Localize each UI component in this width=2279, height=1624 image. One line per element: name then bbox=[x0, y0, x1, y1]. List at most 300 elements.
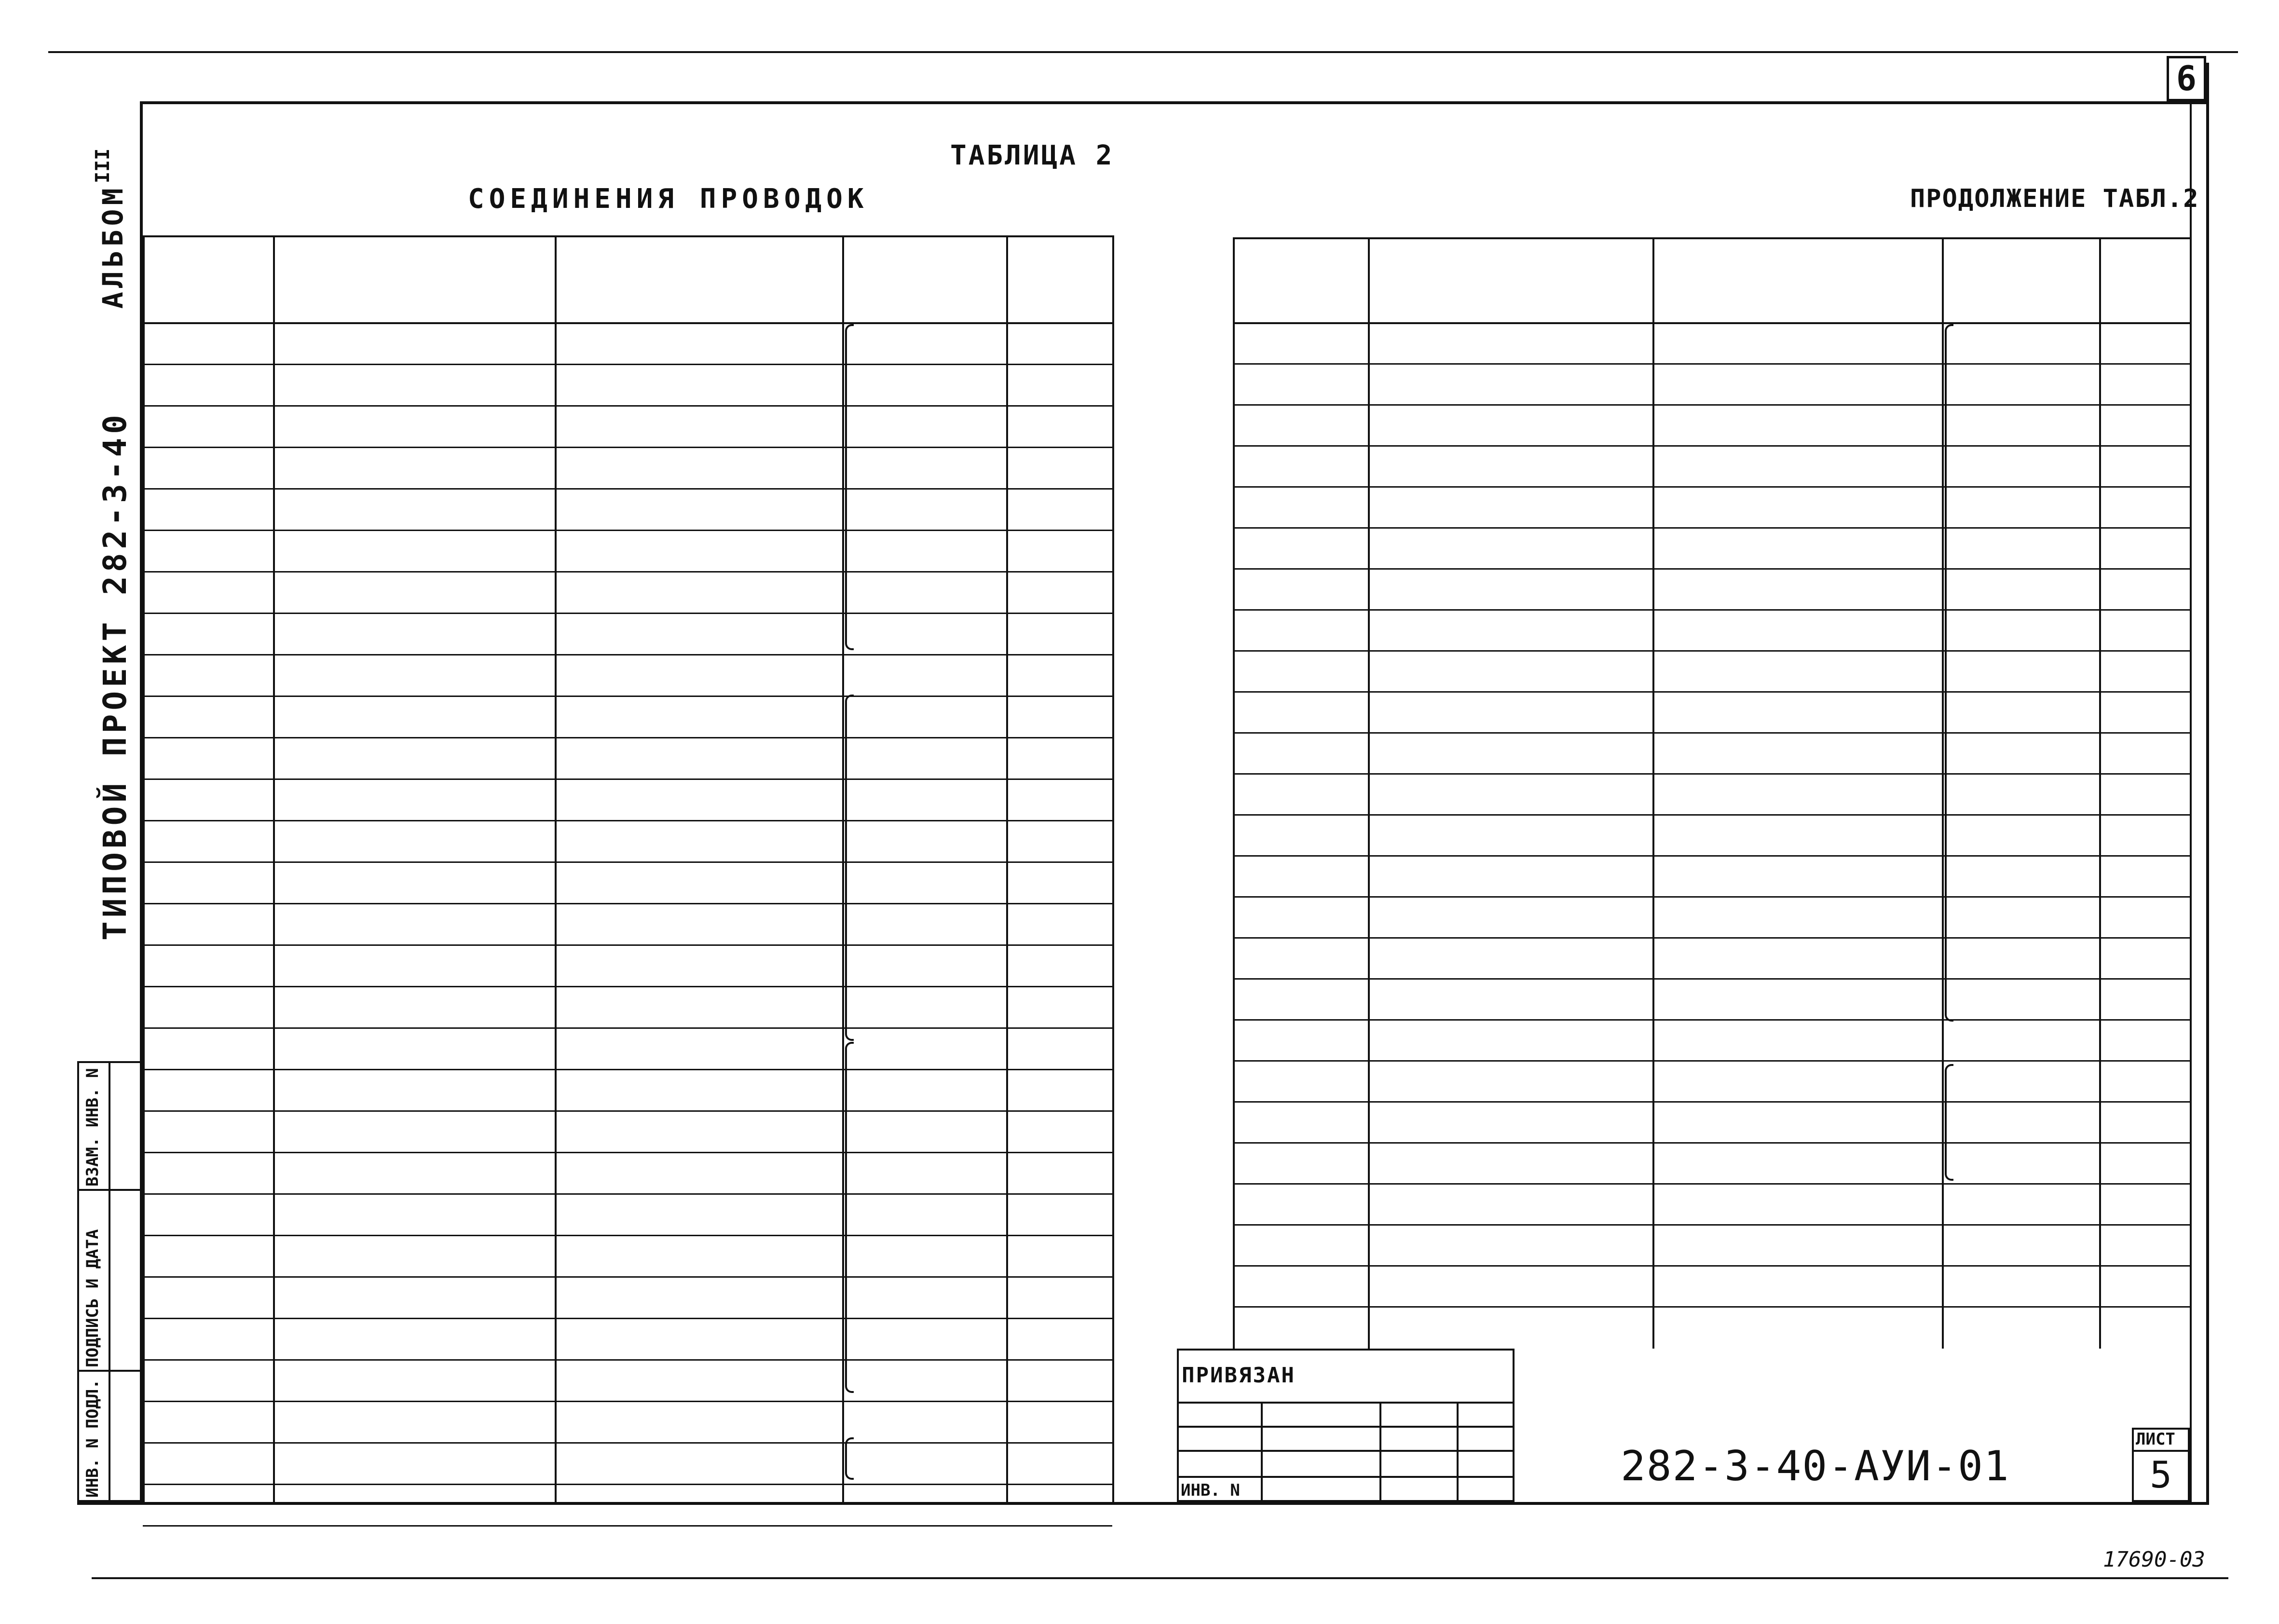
left_table-cell-note bbox=[1006, 364, 1112, 405]
group-brace bbox=[845, 1042, 854, 1393]
privyazan-sep-4 bbox=[1177, 1476, 1515, 1478]
inv-no-label: ИНВ. N bbox=[1181, 1481, 1240, 1500]
left_table-cell-wire bbox=[143, 1484, 273, 1525]
privyazan-sep-3 bbox=[1177, 1450, 1515, 1452]
right_table-cell-from bbox=[1368, 1019, 1652, 1060]
right_table-cell-wire-data bbox=[1942, 650, 2099, 691]
left_table-cell-to bbox=[555, 1401, 842, 1442]
privyazan-vsep-1 bbox=[1261, 1402, 1263, 1502]
left_table-cell-wire bbox=[143, 1442, 273, 1484]
left_table-header-wire bbox=[143, 235, 273, 322]
left-stamp-sep-2 bbox=[77, 1370, 143, 1372]
right_table-cell-wire-data bbox=[1942, 1265, 2099, 1306]
right_table-cell-note bbox=[2099, 363, 2190, 404]
right_table-cell-wire-data bbox=[1942, 1060, 2099, 1101]
left_table-cell-note bbox=[1006, 1442, 1112, 1484]
right_table-cell-note bbox=[2099, 445, 2190, 486]
right_table-cell-to bbox=[1652, 486, 1942, 527]
right_table-cell-note bbox=[2099, 527, 2190, 568]
left_table-cell-to bbox=[555, 322, 842, 364]
right_table-cell-wire bbox=[1233, 609, 1368, 650]
right_table-cell-wire-data bbox=[1942, 1224, 2099, 1265]
left_table-cell-wire-data bbox=[842, 364, 1006, 405]
right_table-cell-wire bbox=[1233, 1183, 1368, 1224]
left_table-cell-note bbox=[1006, 861, 1112, 903]
left_table-cell-wire-data bbox=[842, 488, 1006, 530]
left_table-cell-wire-data bbox=[842, 696, 1006, 737]
left_table-cell-wire-data bbox=[842, 903, 1006, 944]
right_table-cell-to bbox=[1652, 650, 1942, 691]
left_table-cell-to bbox=[555, 654, 842, 696]
page-number: 6 bbox=[2176, 59, 2197, 98]
left_table-cell-wire-data bbox=[842, 1276, 1006, 1318]
right_table-cell-wire-data bbox=[1942, 609, 2099, 650]
left_table-cell-wire-data bbox=[842, 571, 1006, 613]
right_table-cell-wire-data bbox=[1942, 937, 2099, 978]
left_table-cell-to bbox=[555, 1235, 842, 1276]
side-album-label: АЛЬБОМ bbox=[96, 184, 129, 309]
right_table-cell-to bbox=[1652, 1060, 1942, 1101]
right_table-cell-note bbox=[2099, 978, 2190, 1019]
right_table-cell-wire bbox=[1233, 1101, 1368, 1142]
right_table-header-wire bbox=[1233, 237, 1368, 322]
left_table-cell-note bbox=[1006, 488, 1112, 530]
left_table-cell-to bbox=[555, 778, 842, 820]
left_table-cell-from bbox=[273, 1235, 555, 1276]
left_table-cell-from bbox=[273, 571, 555, 613]
left_table-cell-from bbox=[273, 820, 555, 861]
right_table-cell-wire-data bbox=[1942, 896, 2099, 937]
right_table-cell-from bbox=[1368, 609, 1652, 650]
right_table-cell-note bbox=[2099, 691, 2190, 732]
left_table-cell-note bbox=[1006, 1401, 1112, 1442]
left_table-cell-to bbox=[555, 1152, 842, 1193]
right_table-cell-from bbox=[1368, 568, 1652, 609]
right_table-cell-from bbox=[1368, 1183, 1652, 1224]
privyazan-sep-1 bbox=[1177, 1402, 1515, 1404]
left_table-cell-wire bbox=[143, 488, 273, 530]
right_table-cell-wire bbox=[1233, 527, 1368, 568]
right_table-cell-to bbox=[1652, 609, 1942, 650]
left_table-cell-wire bbox=[143, 696, 273, 737]
right_table-cell-to bbox=[1652, 691, 1942, 732]
right_table-cell-to bbox=[1652, 1142, 1942, 1183]
right_table-cell-note bbox=[2099, 609, 2190, 650]
left_table-cell-wire bbox=[143, 1235, 273, 1276]
left_table-cell-wire-data bbox=[842, 1442, 1006, 1484]
right_table-cell-to bbox=[1652, 1183, 1942, 1224]
right_table-cell-wire-data bbox=[1942, 527, 2099, 568]
left_table-cell-wire bbox=[143, 571, 273, 613]
left_table-cell-from bbox=[273, 1276, 555, 1318]
left_table-cell-wire bbox=[143, 364, 273, 405]
table-title: ТАБЛИЦА 2 bbox=[950, 140, 1114, 171]
left_table-header-note bbox=[1006, 235, 1112, 322]
right_table-cell-to bbox=[1652, 322, 1942, 363]
stamp-sign-label: ПОДПИСЬ И ДАТА bbox=[83, 1229, 102, 1367]
left_table-cell-from bbox=[273, 861, 555, 903]
left_table-cell-wire-data bbox=[842, 405, 1006, 447]
left_table-header-from bbox=[273, 235, 555, 322]
right_table-cell-to bbox=[1652, 732, 1942, 773]
left_table-cell-to bbox=[555, 737, 842, 778]
right_table-cell-wire-data bbox=[1942, 773, 2099, 814]
right_table-cell-note bbox=[2099, 937, 2190, 978]
right_table-cell-wire bbox=[1233, 1224, 1368, 1265]
left_table-cell-from bbox=[273, 1442, 555, 1484]
right_table-cell-to bbox=[1652, 445, 1942, 486]
right_table-cell-wire-data bbox=[1942, 1101, 2099, 1142]
continuation-title: ПРОДОЛЖЕНИЕ ТАБЛ.2 bbox=[1910, 184, 2199, 213]
right_table-cell-wire bbox=[1233, 1265, 1368, 1306]
left_table-cell-wire-data bbox=[842, 820, 1006, 861]
side-album-number: III bbox=[92, 148, 114, 183]
right_table-cell-to bbox=[1652, 363, 1942, 404]
table-subtitle: СОЕДИНЕНИЯ ПРОВОДОК bbox=[468, 183, 869, 215]
left_table-cell-note bbox=[1006, 1193, 1112, 1235]
left_table-cell-to bbox=[555, 364, 842, 405]
left_table-cell-to bbox=[555, 986, 842, 1027]
right_table-cell-note bbox=[2099, 732, 2190, 773]
left_table-cell-from bbox=[273, 1027, 555, 1069]
left_table-cell-wire-data bbox=[842, 1069, 1006, 1110]
left_table-cell-note bbox=[1006, 613, 1112, 654]
left_table-cell-wire bbox=[143, 1359, 273, 1401]
right_table-cell-from bbox=[1368, 691, 1652, 732]
sheet-label: ЛИСТ bbox=[2136, 1430, 2175, 1449]
left_table-cell-wire bbox=[143, 613, 273, 654]
left_table-cell-from bbox=[273, 364, 555, 405]
left_table-cell-note bbox=[1006, 1069, 1112, 1110]
left_table-cell-wire-data bbox=[842, 861, 1006, 903]
left_table-cell-note bbox=[1006, 1359, 1112, 1401]
left_table-cell-to bbox=[555, 696, 842, 737]
right_table-cell-wire bbox=[1233, 1060, 1368, 1101]
right_table-cell-wire bbox=[1233, 937, 1368, 978]
left_table-cell-note bbox=[1006, 944, 1112, 986]
group-brace bbox=[1945, 1064, 1953, 1181]
archive-number: 17690-03 bbox=[2103, 1547, 2205, 1572]
group-brace bbox=[1945, 324, 1953, 1022]
side-project-label: ТИПОВОЙ ПРОЕКТ 282-3-40 bbox=[96, 411, 134, 941]
right_table-cell-wire-data bbox=[1942, 363, 2099, 404]
left_table-cell-wire-data bbox=[842, 1359, 1006, 1401]
right_table-cell-wire bbox=[1233, 1019, 1368, 1060]
top-rule bbox=[48, 51, 2238, 53]
left_table-cell-wire bbox=[143, 1027, 273, 1069]
right_table-cell-wire-data bbox=[1942, 404, 2099, 445]
right_table-cell-to bbox=[1652, 568, 1942, 609]
right_table-cell-note bbox=[2099, 1019, 2190, 1060]
left_table-cell-to bbox=[555, 447, 842, 488]
left_table-cell-note bbox=[1006, 1152, 1112, 1193]
right_table-cell-from bbox=[1368, 814, 1652, 855]
right_table-cell-to bbox=[1652, 855, 1942, 896]
privyazan-vsep-2 bbox=[1379, 1402, 1381, 1502]
frame-right bbox=[2206, 63, 2209, 1505]
right_table-cell-note bbox=[2099, 1101, 2190, 1142]
left_table-cell-wire bbox=[143, 447, 273, 488]
right_table-cell-wire bbox=[1233, 322, 1368, 363]
left_table-cell-to bbox=[555, 903, 842, 944]
left_table-cell-to bbox=[555, 1110, 842, 1152]
right_table-cell-wire-data bbox=[1942, 1019, 2099, 1060]
right_table-cell-wire bbox=[1233, 486, 1368, 527]
right_table-cell-note bbox=[2099, 322, 2190, 363]
left_table-cell-to bbox=[555, 488, 842, 530]
right_table-cell-to bbox=[1652, 404, 1942, 445]
left_table-cell-to bbox=[555, 1027, 842, 1069]
right_table-cell-note bbox=[2099, 1183, 2190, 1224]
left_table-cell-wire-data bbox=[842, 778, 1006, 820]
left_table-cell-wire-data bbox=[842, 654, 1006, 696]
left_table-cell-wire bbox=[143, 861, 273, 903]
right_table-cell-wire bbox=[1233, 691, 1368, 732]
frame-top bbox=[140, 101, 2209, 104]
right_table-cell-from bbox=[1368, 486, 1652, 527]
left_table-cell-wire-data bbox=[842, 1193, 1006, 1235]
left_table-cell-from bbox=[273, 613, 555, 654]
stamp-inv-label: ИНВ. N ПОДЛ. bbox=[83, 1379, 102, 1498]
left_table-cell-from bbox=[273, 654, 555, 696]
group-brace bbox=[845, 324, 854, 650]
privyazan-label: ПРИВЯЗАН bbox=[1182, 1363, 1296, 1388]
right_table-cell-from bbox=[1368, 1101, 1652, 1142]
left_table-cell-note bbox=[1006, 1484, 1112, 1525]
left_table-cell-to bbox=[555, 1359, 842, 1401]
left_table-cell-from bbox=[273, 737, 555, 778]
left_table-cell-wire-data bbox=[842, 1318, 1006, 1359]
right_table-cell-wire bbox=[1233, 896, 1368, 937]
left-stamp-divider bbox=[109, 1061, 110, 1502]
left_table-cell-note bbox=[1006, 1235, 1112, 1276]
right_table-row-line bbox=[1233, 1306, 2190, 1308]
right_table-col-line-5 bbox=[2190, 237, 2192, 1349]
left_table-cell-wire bbox=[143, 1276, 273, 1318]
left_table-cell-from bbox=[273, 405, 555, 447]
right_table-cell-wire-data bbox=[1942, 978, 2099, 1019]
left_table-cell-from bbox=[273, 778, 555, 820]
left_table-cell-wire bbox=[143, 1318, 273, 1359]
right_table-cell-wire-data bbox=[1942, 732, 2099, 773]
left_table-cell-from bbox=[273, 1069, 555, 1110]
right_table-cell-from bbox=[1368, 937, 1652, 978]
right_table-cell-note bbox=[2099, 1142, 2190, 1183]
right_table-cell-to bbox=[1652, 1265, 1942, 1306]
privyazan-vsep-3 bbox=[1457, 1402, 1459, 1502]
left_table-cell-note bbox=[1006, 737, 1112, 778]
left_table-cell-wire bbox=[143, 903, 273, 944]
left_table-cell-wire-data bbox=[842, 1484, 1006, 1525]
right_table-cell-wire bbox=[1233, 363, 1368, 404]
right_table-cell-wire bbox=[1233, 773, 1368, 814]
left_table-cell-wire-data bbox=[842, 1235, 1006, 1276]
right_table-cell-from bbox=[1368, 978, 1652, 1019]
left_table-cell-from bbox=[273, 1318, 555, 1359]
left_table-cell-wire bbox=[143, 1069, 273, 1110]
left_table-cell-wire-data bbox=[842, 530, 1006, 571]
left_table-cell-wire bbox=[143, 820, 273, 861]
right_table-header-to bbox=[1652, 237, 1942, 322]
right_table-cell-from bbox=[1368, 732, 1652, 773]
left_table-cell-to bbox=[555, 1484, 842, 1525]
right_table-cell-wire-data bbox=[1942, 322, 2099, 363]
right_table-cell-from bbox=[1368, 855, 1652, 896]
left_table-cell-from bbox=[273, 530, 555, 571]
right_table-cell-to bbox=[1652, 896, 1942, 937]
left_table-cell-from bbox=[273, 1359, 555, 1401]
left_table-cell-to bbox=[555, 1276, 842, 1318]
left_table-cell-wire-data bbox=[842, 322, 1006, 364]
bottom-rule bbox=[92, 1577, 2228, 1579]
left_table-cell-from bbox=[273, 903, 555, 944]
right_table-cell-from bbox=[1368, 1060, 1652, 1101]
right_table-cell-to bbox=[1652, 814, 1942, 855]
left_table-header-to bbox=[555, 235, 842, 322]
left_table-cell-wire-data bbox=[842, 447, 1006, 488]
right_table-cell-to bbox=[1652, 1101, 1942, 1142]
left_table-cell-to bbox=[555, 820, 842, 861]
right_table-cell-wire-data bbox=[1942, 568, 2099, 609]
left_table-cell-note bbox=[1006, 696, 1112, 737]
left_table-cell-from bbox=[273, 1152, 555, 1193]
left_table-cell-to bbox=[555, 944, 842, 986]
right_table-cell-wire-data bbox=[1942, 1183, 2099, 1224]
left_table-cell-wire-data bbox=[842, 737, 1006, 778]
stamp-vzam-label: ВЗАМ. ИНВ. N bbox=[83, 1068, 102, 1187]
right_table-cell-wire bbox=[1233, 1142, 1368, 1183]
left_table-cell-to bbox=[555, 530, 842, 571]
right_table-cell-wire bbox=[1233, 404, 1368, 445]
left_table-cell-from bbox=[273, 488, 555, 530]
right_table-cell-note bbox=[2099, 568, 2190, 609]
left_table-cell-note bbox=[1006, 903, 1112, 944]
left_table-cell-wire bbox=[143, 737, 273, 778]
right_table-cell-from bbox=[1368, 650, 1652, 691]
left_table-cell-from bbox=[273, 1110, 555, 1152]
right_table-cell-from bbox=[1368, 404, 1652, 445]
left_table-header-wire-data bbox=[842, 235, 1006, 322]
right_table-header-from bbox=[1368, 237, 1652, 322]
left_table-cell-from bbox=[273, 1484, 555, 1525]
right_table-cell-wire-data bbox=[1942, 486, 2099, 527]
right_table-cell-note bbox=[2099, 773, 2190, 814]
left_table-cell-note bbox=[1006, 1318, 1112, 1359]
left_table-cell-to bbox=[555, 1442, 842, 1484]
left_table-cell-note bbox=[1006, 447, 1112, 488]
left_table-cell-wire bbox=[143, 986, 273, 1027]
left_table-cell-to bbox=[555, 571, 842, 613]
right_table-cell-note bbox=[2099, 486, 2190, 527]
left_table-cell-note bbox=[1006, 571, 1112, 613]
right_table-cell-wire-data bbox=[1942, 445, 2099, 486]
right_table-cell-to bbox=[1652, 1224, 1942, 1265]
left_table-cell-note bbox=[1006, 530, 1112, 571]
left_table-cell-note bbox=[1006, 986, 1112, 1027]
left_table-cell-from bbox=[273, 1193, 555, 1235]
right_table-cell-from bbox=[1368, 773, 1652, 814]
right_table-cell-from bbox=[1368, 1224, 1652, 1265]
right_table-cell-wire bbox=[1233, 732, 1368, 773]
document-code: 282-3-40-АУИ-01 bbox=[1621, 1442, 2010, 1490]
left_table-cell-wire bbox=[143, 530, 273, 571]
left_table-cell-wire bbox=[143, 1193, 273, 1235]
right_table-cell-from bbox=[1368, 363, 1652, 404]
group-brace bbox=[845, 695, 854, 1041]
left_table-cell-wire-data bbox=[842, 613, 1006, 654]
left_table-cell-from bbox=[273, 322, 555, 364]
left_table-cell-to bbox=[555, 405, 842, 447]
left-stamp-sep-1 bbox=[77, 1189, 143, 1191]
right_table-cell-from bbox=[1368, 1142, 1652, 1183]
right_table-cell-wire-data bbox=[1942, 814, 2099, 855]
left_table-cell-to bbox=[555, 861, 842, 903]
left_table-cell-from bbox=[273, 944, 555, 986]
left_table-cell-from bbox=[273, 1401, 555, 1442]
left_table-cell-note bbox=[1006, 1027, 1112, 1069]
right_table-cell-from bbox=[1368, 896, 1652, 937]
right_table-cell-from bbox=[1368, 1265, 1652, 1306]
right_table-cell-note bbox=[2099, 1060, 2190, 1101]
right_table-cell-wire-data bbox=[1942, 855, 2099, 896]
right_table-header-wire-data bbox=[1942, 237, 2099, 322]
right_table-cell-wire bbox=[1233, 814, 1368, 855]
left_table-cell-wire bbox=[143, 1110, 273, 1152]
right_table-header-note bbox=[2099, 237, 2190, 322]
left_table-cell-wire bbox=[143, 322, 273, 364]
right_table-cell-note bbox=[2099, 1224, 2190, 1265]
left_table-cell-note bbox=[1006, 778, 1112, 820]
right_table-cell-from bbox=[1368, 322, 1652, 363]
left_table-cell-wire-data bbox=[842, 1027, 1006, 1069]
left_table-cell-note bbox=[1006, 820, 1112, 861]
left_table-cell-wire bbox=[143, 778, 273, 820]
right_table-cell-note bbox=[2099, 855, 2190, 896]
left_table-cell-note bbox=[1006, 405, 1112, 447]
left_table-cell-wire-data bbox=[842, 1110, 1006, 1152]
right_table-cell-wire-data bbox=[1942, 1142, 2099, 1183]
right_table-cell-to bbox=[1652, 773, 1942, 814]
right_table-cell-to bbox=[1652, 937, 1942, 978]
privyazan-sep-2 bbox=[1177, 1426, 1515, 1428]
right_table-cell-wire bbox=[1233, 855, 1368, 896]
left_table-cell-note bbox=[1006, 654, 1112, 696]
right_table-cell-note bbox=[2099, 814, 2190, 855]
sheet-number: 5 bbox=[2150, 1453, 2172, 1496]
right_table-cell-wire bbox=[1233, 650, 1368, 691]
left_table-cell-wire bbox=[143, 944, 273, 986]
right_table-cell-note bbox=[2099, 650, 2190, 691]
left_table-cell-wire bbox=[143, 405, 273, 447]
right_table-cell-note bbox=[2099, 1265, 2190, 1306]
right_table-cell-to bbox=[1652, 978, 1942, 1019]
right_table-cell-note bbox=[2099, 896, 2190, 937]
right_table-cell-to bbox=[1652, 527, 1942, 568]
left_table-cell-note bbox=[1006, 322, 1112, 364]
right_table-cell-wire bbox=[1233, 978, 1368, 1019]
left_table-cell-note bbox=[1006, 1110, 1112, 1152]
right_table-cell-from bbox=[1368, 445, 1652, 486]
left_table-cell-from bbox=[273, 986, 555, 1027]
right_table-cell-to bbox=[1652, 1019, 1942, 1060]
left_table-cell-wire bbox=[143, 1401, 273, 1442]
left_table-cell-to bbox=[555, 1193, 842, 1235]
left_table-cell-to bbox=[555, 1318, 842, 1359]
left_table-row-line bbox=[143, 1525, 1112, 1527]
left_table-col-line-5 bbox=[1112, 235, 1114, 1502]
right_table-cell-wire-data bbox=[1942, 691, 2099, 732]
left_table-cell-to bbox=[555, 613, 842, 654]
